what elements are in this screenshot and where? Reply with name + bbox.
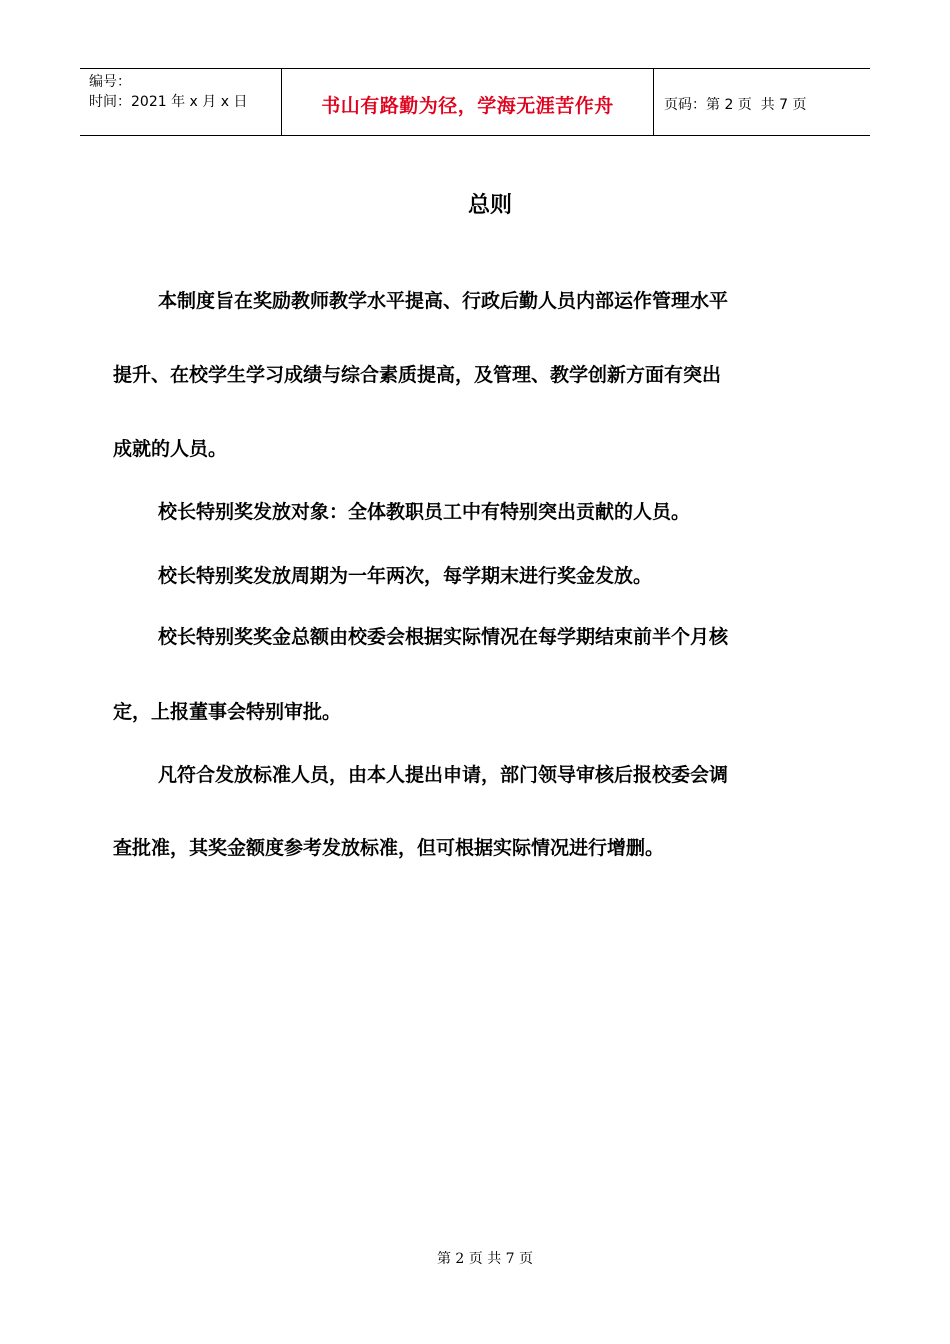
paragraph-line: 校长特别奖奖金总额由校委会根据实际情况在每学期结束前半个月核	[158, 626, 729, 648]
document-time-label: 时间：2021 年 x 月 x 日	[89, 94, 248, 110]
header-page-cell	[654, 69, 870, 135]
page-title: 总则	[467, 193, 512, 218]
paragraph-line: 凡符合发放标准人员，由本人提出申请，部门领导审核后报校委会调	[158, 764, 729, 786]
document-number-label: 编号：	[89, 74, 131, 90]
paragraph-line: 定，上报董事会特别审批。	[113, 701, 342, 723]
page-footer: 第 2 页 共 7 页	[436, 1251, 534, 1267]
paragraph-line: 查批准，其奖金额度参考发放标准，但可根据实际情况进行增删。	[113, 837, 665, 859]
header-motto: 书山有路勤为径，学海无涯苦作舟	[321, 94, 614, 117]
header-page-info: 页码：第 2 页 共 7 页	[664, 97, 807, 113]
document-header	[80, 68, 870, 136]
header-meta-cell	[80, 69, 281, 135]
paragraph-line: 校长特别奖发放周期为一年两次，每学期末进行奖金发放。	[158, 565, 653, 587]
header-motto-cell	[281, 69, 654, 135]
paragraph-line: 本制度旨在奖励教师教学水平提高、行政后勤人员内部运作管理水平	[158, 290, 729, 312]
paragraph-line: 成就的人员。	[113, 438, 228, 460]
paragraph-line: 校长特别奖发放对象：全体教职员工中有特别突出贡献的人员。	[158, 501, 691, 523]
paragraph-line: 提升、在校学生学习成绩与综合素质提高，及管理、教学创新方面有突出	[113, 364, 722, 386]
